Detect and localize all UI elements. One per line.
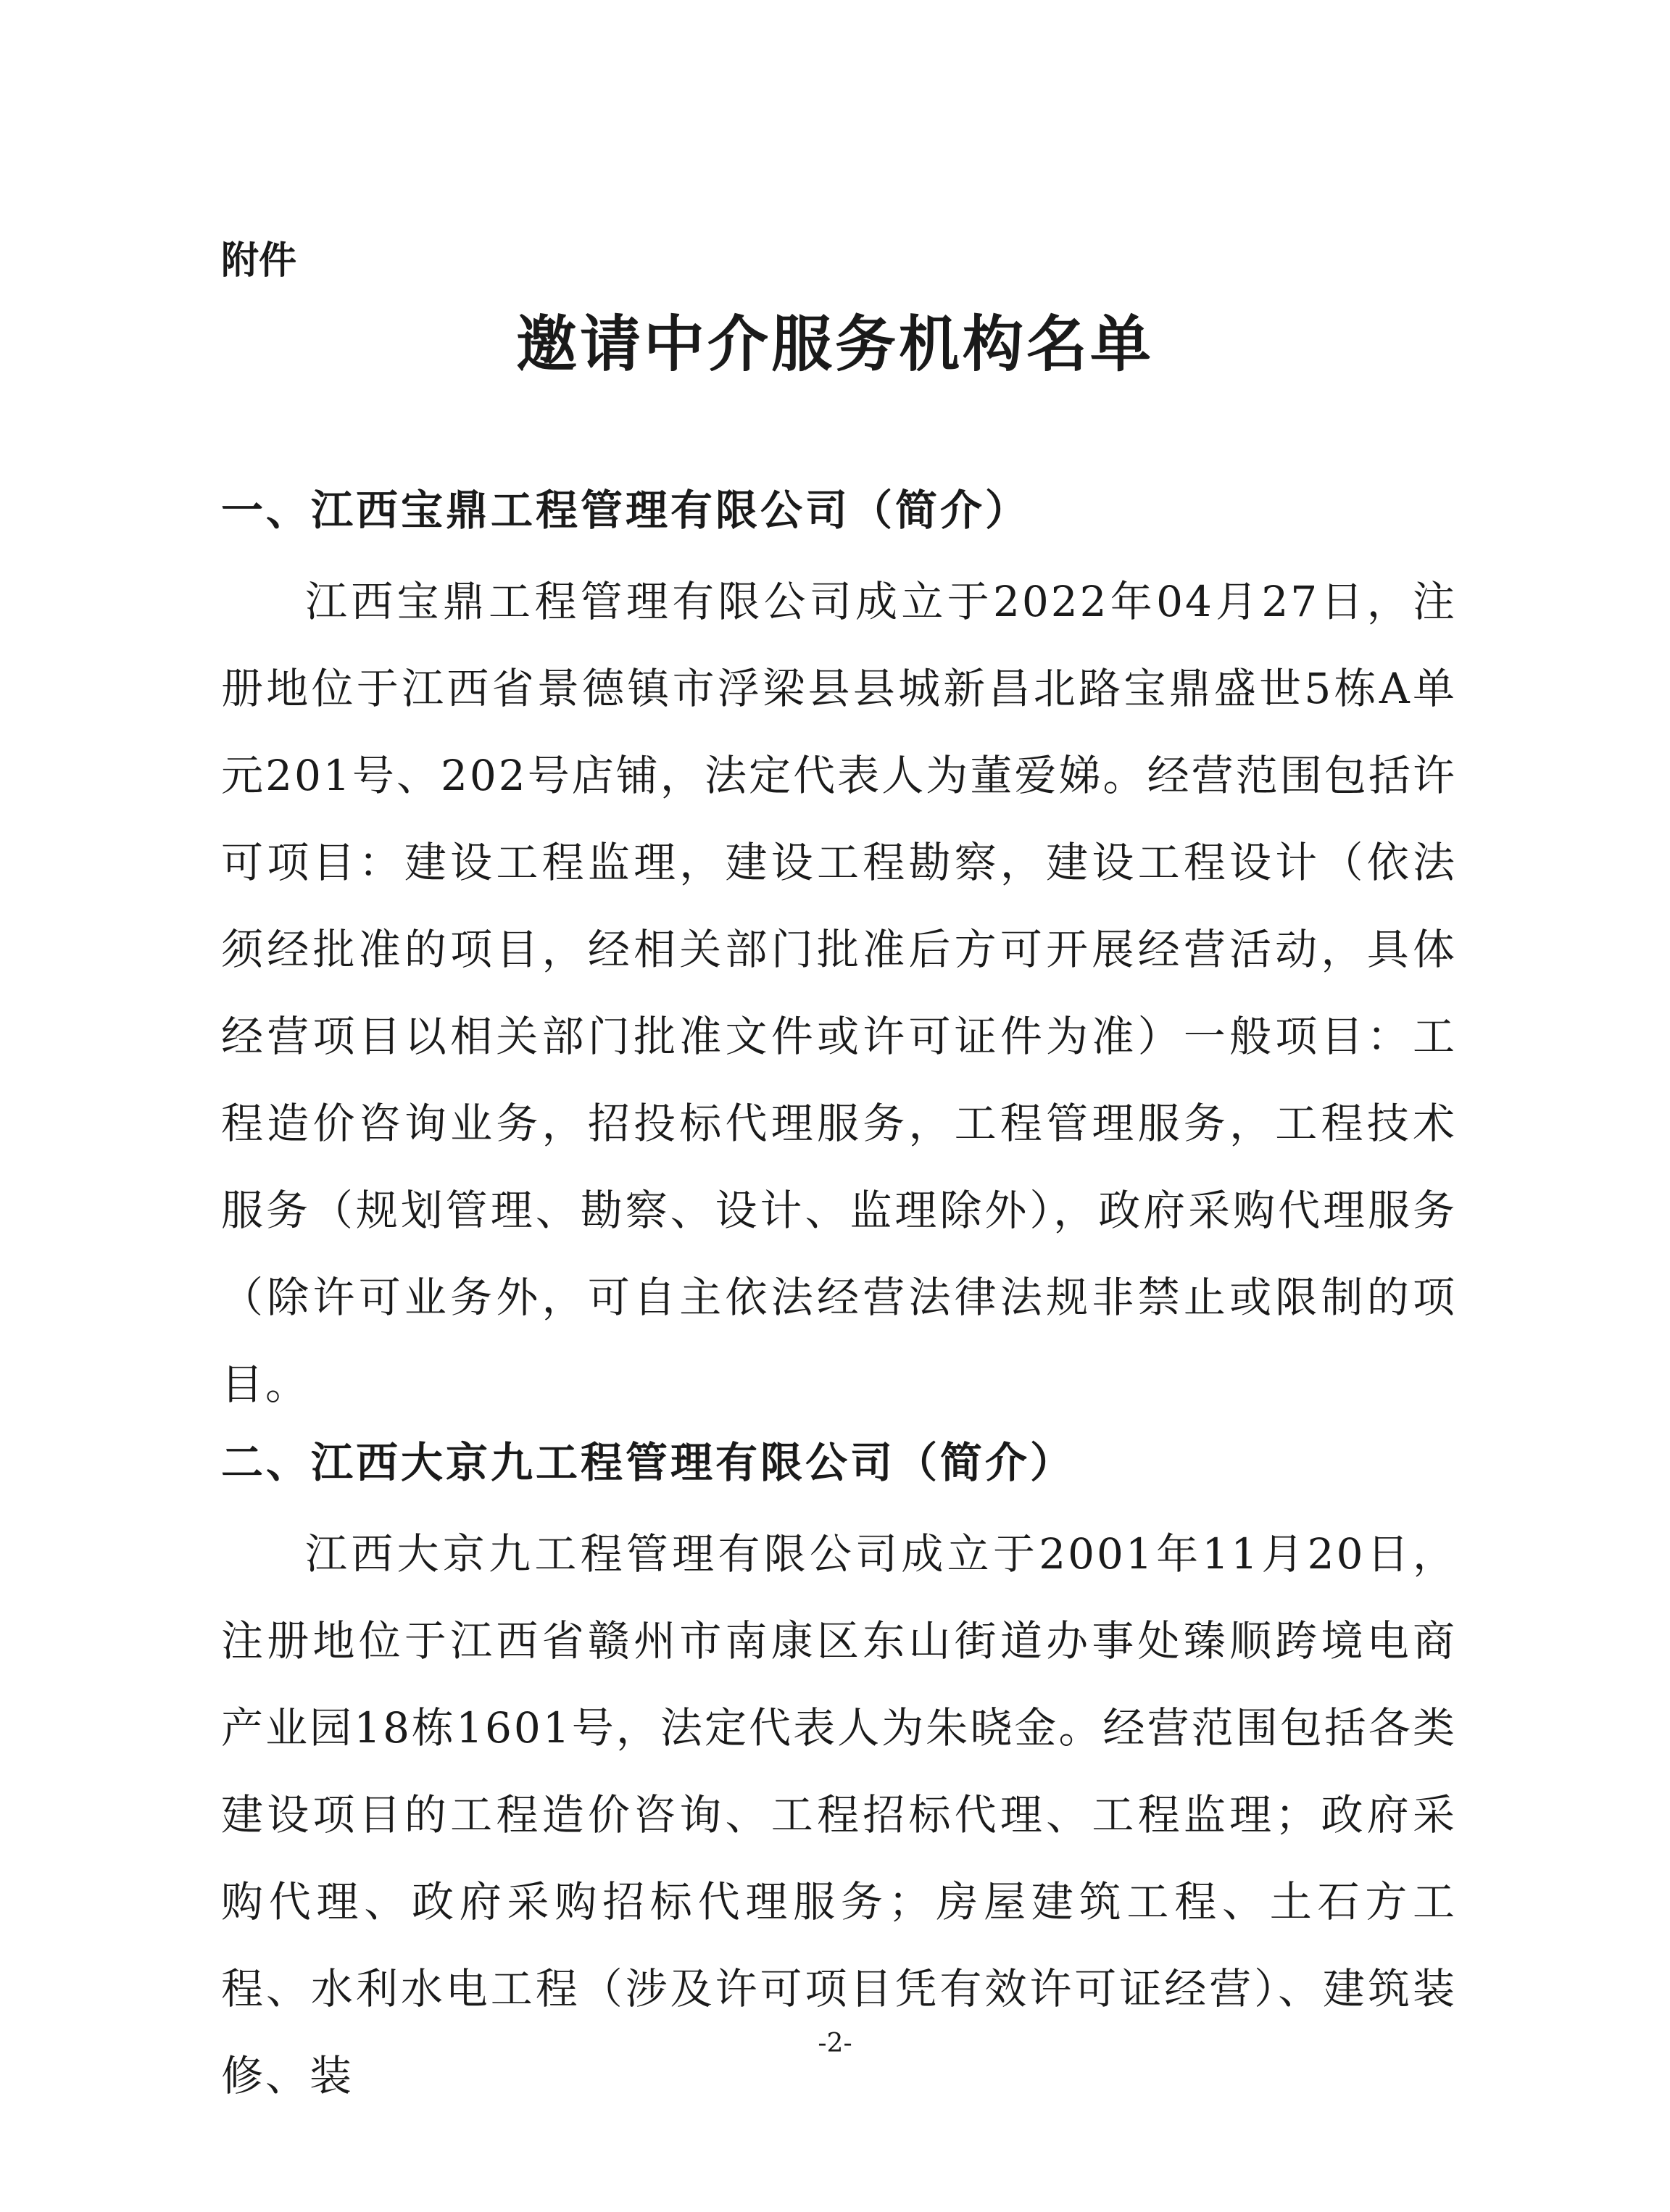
document-body bbox=[221, 478, 1457, 2122]
section-heading-2: 二、江西大京九工程管理有限公司（简介） bbox=[221, 1438, 1076, 1487]
attachment-label: 附件 bbox=[221, 239, 297, 283]
document-title: 邀请中介服务机构名单 bbox=[515, 308, 1154, 380]
section-heading-1: 一、江西宝鼎工程管理有限公司（简介） bbox=[221, 486, 1031, 535]
section-body-2: 江西大京九工程管理有限公司成立于2001年11月20日，注册地位于江西省赣州市南康区东山街道办事处臻顺跨境电商产业园18栋1601号，法定代表人为朱晓金。经营范围包括各类建设项目的工程造价咨询、工程招标代理、工程监理；政府采购代理、政府采购招标代理服务；房屋建筑工程、土石方工程、水利水电工程（涉及许可项目凭有效许可证经营）、建筑装修、装 bbox=[221, 1529, 1457, 2100]
section-body-1: 江西宝鼎工程管理有限公司成立于2022年04月27日，注册地位于江西省景德镇市浮梁县县城新昌北路宝鼎盛世5栋A单元201号、202号店铺，法定代表人为董爱娣。经营范围包括许可项目：建设工程监理，建设工程勘察，建设工程设计（依法须经批准的项目，经相关部门批准后方可开展经营活动，具体经营项目以相关部门批准文件或许可证件为准）一般项目：工程造价咨询业务，招投标代理服务，工程管理服务，工程技术服务（规划管理、勘察、设计、监理除外），政府采购代理服务（除许可业务外，可自主依法经营法律法规非禁止或限制的项目。 bbox=[221, 577, 1457, 1409]
page-number: -2- bbox=[818, 2029, 852, 2058]
